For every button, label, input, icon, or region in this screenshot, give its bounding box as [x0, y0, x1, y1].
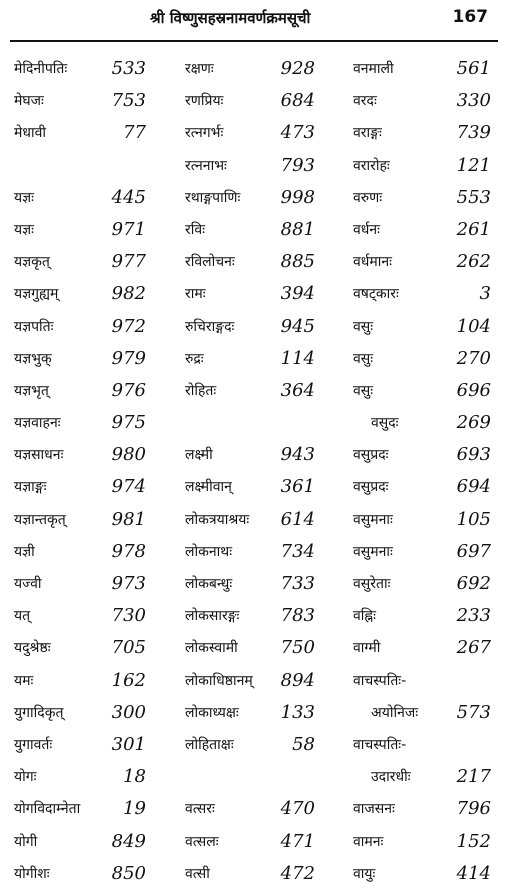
entry-term: यज्ञपतिः: [14, 318, 54, 335]
entry-term: वसुः: [353, 350, 374, 367]
entry-term: रत्नगर्भः: [185, 125, 224, 142]
entry-number: 533: [111, 58, 146, 79]
index-entry: [14, 217, 146, 249]
entry-number: 885: [280, 251, 315, 273]
entry-number: 104: [456, 315, 491, 337]
entry-term: मेधावी: [14, 125, 47, 142]
index-entry: [185, 346, 315, 378]
index-column-3: [353, 56, 491, 893]
entry-number: 849: [111, 830, 146, 852]
entry-number: 972: [111, 315, 146, 337]
index-entry: [185, 603, 315, 635]
index-entry: [14, 314, 146, 346]
entry-number: 217: [456, 766, 491, 788]
entry-term: मेघजः: [14, 93, 44, 110]
entry-number: 692: [456, 573, 491, 594]
entry-term: वसुमनाः: [353, 511, 393, 528]
index-entry: [14, 764, 146, 796]
index-entry: [14, 796, 146, 828]
index-entry: [185, 796, 315, 828]
entry-term: वरदः: [353, 93, 377, 110]
entry-term: योगी: [14, 833, 38, 850]
index-entry: [14, 88, 146, 120]
index-entry: [185, 700, 315, 732]
index-entry: [14, 185, 146, 217]
entry-term: यज्ञी: [14, 543, 35, 560]
index-entry: [14, 829, 146, 861]
entry-number: 753: [111, 90, 146, 112]
page-number: 167: [452, 7, 488, 27]
index-entry: [353, 764, 491, 796]
entry-number: 105: [456, 508, 491, 530]
entry-term: लोकस्वामी: [185, 640, 238, 657]
entry-number: 697: [456, 540, 491, 562]
entry-term: रक्षणः: [185, 61, 214, 77]
entry-term: यत्: [14, 608, 31, 625]
index-entry: [185, 861, 315, 893]
index-entry: [353, 635, 491, 667]
entry-number: 614: [280, 508, 315, 530]
entry-number: 783: [280, 605, 315, 627]
entry-term: वरुणः: [353, 189, 383, 206]
entry-term: वसुप्रदः: [353, 447, 389, 464]
index-entry: [14, 732, 146, 764]
index-entry: [185, 378, 315, 410]
entry-number: 750: [280, 637, 315, 659]
entry-number: 881: [280, 218, 315, 240]
entry-term: योगः: [14, 769, 37, 786]
entry-term: वरारोहः: [353, 157, 390, 174]
entry-number: 58: [292, 733, 315, 755]
entry-term: यमः: [14, 672, 34, 689]
entry-number: 553: [456, 186, 491, 208]
entry-number: 980: [111, 444, 146, 466]
entry-term: वसुदः: [371, 415, 399, 432]
entry-number: 473: [280, 122, 315, 144]
entry-number: 114: [280, 347, 315, 369]
entry-number: 693: [456, 444, 491, 466]
entry-term: रुद्रः: [185, 350, 204, 367]
index-entry: [353, 507, 491, 539]
index-entry: [353, 120, 491, 152]
index-entry: [353, 346, 491, 378]
index-entry: [353, 442, 491, 474]
entry-number: 330: [456, 90, 491, 112]
index-entry: [185, 829, 315, 861]
entry-number: 971: [111, 218, 146, 240]
index-entry: [14, 249, 146, 281]
index-entry: [14, 861, 146, 893]
header-rule: [10, 40, 498, 42]
entry-term: लोकाध्यक्षः: [185, 704, 239, 721]
index-entry: [353, 474, 491, 506]
index-entry: [185, 314, 315, 346]
entry-number: 978: [111, 540, 146, 562]
entry-term: रामः: [185, 286, 206, 303]
index-entry: [353, 153, 491, 185]
entry-number: 77: [123, 122, 146, 144]
index-entry: [353, 88, 491, 120]
index-entry: [353, 410, 491, 442]
entry-number: 945: [280, 315, 315, 337]
index-entry: [185, 185, 315, 217]
entry-term: वर्धनः: [353, 221, 380, 238]
entry-term: यदुश्रेष्ठः: [14, 640, 51, 657]
entry-number: 730: [111, 605, 146, 627]
entry-number: 300: [111, 701, 146, 723]
entry-number: 471: [280, 830, 315, 852]
entry-term: यज्ञभृत्: [14, 382, 49, 399]
index-entry: [14, 120, 146, 152]
entry-term: मेदिनीपतिः: [14, 61, 68, 77]
entry-term: वर्धमानः: [353, 254, 392, 271]
entry-number: 561: [456, 58, 491, 79]
index-entry: [185, 474, 315, 506]
entry-term: यज्ञभुक्: [14, 350, 52, 367]
entry-number: 267: [456, 637, 491, 659]
index-entry: [185, 249, 315, 281]
entry-number: 739: [456, 122, 491, 144]
index-entry: [14, 539, 146, 571]
entry-term: वामनः: [353, 833, 384, 850]
entry-number: 269: [456, 412, 491, 434]
index-entry: [353, 829, 491, 861]
entry-number: 301: [111, 733, 146, 755]
entry-number: 981: [111, 508, 146, 530]
entry-number: 684: [280, 90, 315, 112]
index-entry: [353, 378, 491, 410]
index-entry: [14, 635, 146, 667]
entry-number: 573: [456, 701, 491, 723]
entry-number: 414: [456, 862, 491, 884]
index-entry: [353, 217, 491, 249]
index-entry: [14, 378, 146, 410]
entry-number: 152: [456, 830, 491, 852]
entry-number: 445: [111, 186, 146, 208]
entry-term: वत्सी: [185, 865, 210, 882]
entry-term: लोकबन्धुः: [185, 576, 233, 592]
entry-term: वसुः: [353, 382, 374, 399]
index-entry: [185, 635, 315, 667]
entry-number: 162: [111, 669, 146, 691]
entry-number: 975: [111, 412, 146, 434]
entry-number: 734: [280, 540, 315, 562]
index-entry: [185, 539, 315, 571]
entry-term: योगविदाम्नेता: [14, 801, 81, 818]
entry-number: 121: [456, 154, 491, 176]
entry-term: वायुः: [353, 865, 376, 882]
entry-term: वसुरेताः: [353, 576, 391, 592]
index-entry: [14, 281, 146, 313]
index-entry: [14, 507, 146, 539]
entry-term: यज्ञकृत्: [14, 254, 50, 271]
index-entry: [14, 153, 146, 185]
entry-term: यज्वी: [14, 576, 42, 592]
index-entry: [185, 281, 315, 313]
entry-number: 976: [111, 379, 146, 401]
index-entry: [185, 442, 315, 474]
entry-number: 943: [280, 444, 315, 466]
entry-term: यज्ञगुह्यम्: [14, 286, 59, 303]
page-title: श्री विष्णुसहस्रनामवर्णक्रमसूची: [150, 9, 311, 27]
entry-number: 979: [111, 347, 146, 369]
entry-number: 793: [280, 154, 315, 176]
page-header: [0, 8, 508, 38]
entry-number: 982: [111, 283, 146, 305]
index-entry: [14, 571, 146, 603]
index-entry: [14, 603, 146, 635]
entry-number: 3: [479, 283, 491, 305]
entry-term: रत्ननाभः: [185, 157, 227, 174]
entry-term: रोहितः: [185, 382, 217, 399]
index-entry: [353, 796, 491, 828]
entry-number: 850: [111, 862, 146, 884]
entry-number: 18: [123, 766, 146, 788]
entry-term: लोकनाथः: [185, 543, 233, 560]
index-entry: [185, 410, 315, 442]
entry-number: 261: [456, 218, 491, 240]
entry-number: 364: [280, 379, 315, 401]
entry-term: उदारधीः: [371, 769, 411, 786]
entry-number: 696: [456, 379, 491, 401]
index-entry: [353, 281, 491, 313]
entry-term: वसुप्रदः: [353, 479, 389, 496]
entry-number: 694: [456, 476, 491, 498]
entry-number: 472: [280, 862, 315, 884]
entry-number: 894: [280, 669, 315, 691]
index-entry: [353, 249, 491, 281]
entry-term: वाचस्पतिः-: [353, 736, 407, 753]
entry-number: 470: [280, 798, 315, 820]
entry-term: रविलोचनः: [185, 254, 235, 271]
index-entry: [185, 507, 315, 539]
entry-term: रुचिराङ्गदः: [185, 318, 235, 335]
entry-term: लोकाधिष्ठानम्: [185, 672, 253, 689]
index-entry: [353, 56, 491, 88]
index-entry: [353, 314, 491, 346]
entry-term: यज्ञः: [14, 221, 34, 238]
entry-term: वसुमनाः: [353, 543, 393, 560]
index-entry: [353, 700, 491, 732]
entry-term: यज्ञवाहनः: [14, 415, 61, 432]
entry-term: लक्ष्मी: [185, 447, 213, 464]
entry-term: योगीशः: [14, 865, 50, 882]
index-entry: [353, 603, 491, 635]
entry-number: 998: [280, 186, 315, 208]
index-entry: [185, 571, 315, 603]
entry-term: वाग्मी: [353, 640, 381, 657]
index-entry: [185, 764, 315, 796]
entry-term: लोकसारङ्गः: [185, 608, 240, 625]
index-entry: [14, 346, 146, 378]
entry-number: 974: [111, 476, 146, 498]
entry-term: रविः: [185, 221, 205, 238]
entry-term: युगावर्तः: [14, 736, 53, 753]
entry-term: वनमाली: [353, 61, 394, 77]
entry-number: 270: [456, 347, 491, 369]
index-column-1: [14, 56, 146, 893]
entry-term: रथाङ्गपाणिः: [185, 189, 241, 206]
index-column-2: [185, 56, 315, 893]
index-entry: [14, 474, 146, 506]
entry-term: लक्ष्मीवान्: [185, 479, 232, 496]
entry-term: वसुः: [353, 318, 374, 335]
entry-term: युगादिकृत्: [14, 704, 64, 721]
entry-term: यज्ञाङ्गः: [14, 479, 47, 496]
entry-number: 733: [280, 573, 315, 594]
entry-number: 361: [280, 476, 315, 498]
entry-term: वत्सलः: [185, 833, 219, 850]
index-entry: [353, 185, 491, 217]
index-entry: [353, 732, 491, 764]
entry-number: 262: [456, 251, 491, 273]
entry-term: वह्निः: [353, 608, 376, 625]
entry-term: लोकत्रयाश्रयः: [185, 511, 250, 528]
index-entry: [353, 539, 491, 571]
entry-term: वषट्कारः: [353, 286, 399, 303]
entry-number: 973: [111, 573, 146, 594]
entry-number: 977: [111, 251, 146, 273]
entry-number: 233: [456, 605, 491, 627]
index-entry: [185, 153, 315, 185]
index-entry: [185, 88, 315, 120]
entry-term: यज्ञान्तकृत्: [14, 511, 66, 528]
entry-term: रणप्रियः: [185, 93, 224, 110]
index-entry: [185, 668, 315, 700]
index-entry: [353, 571, 491, 603]
index-entry: [353, 861, 491, 893]
index-entry: [14, 442, 146, 474]
entry-number: 705: [111, 637, 146, 659]
entry-number: 928: [280, 58, 315, 79]
index-entry: [14, 668, 146, 700]
entry-term: वराङ्गः: [353, 125, 382, 142]
entry-term: यज्ञसाधनः: [14, 447, 64, 464]
index-entry: [14, 56, 146, 88]
entry-term: यज्ञः: [14, 189, 34, 206]
entry-term: लोहिताक्षः: [185, 736, 234, 753]
entry-term: अयोनिजः: [371, 704, 419, 721]
index-entry: [14, 700, 146, 732]
entry-number: 394: [280, 283, 315, 305]
entry-number: 796: [456, 798, 491, 820]
entry-number: 133: [280, 701, 315, 723]
entry-number: 19: [123, 798, 146, 820]
entry-term: वत्सरः: [185, 801, 215, 818]
entry-term: वाचस्पतिः-: [353, 672, 407, 689]
index-entry: [185, 56, 315, 88]
index-entry: [185, 217, 315, 249]
entry-term: वाजसनः: [353, 801, 395, 818]
index-entry: [185, 120, 315, 152]
index-entry: [185, 732, 315, 764]
index-entry: [14, 410, 146, 442]
index-entry: [353, 668, 491, 700]
